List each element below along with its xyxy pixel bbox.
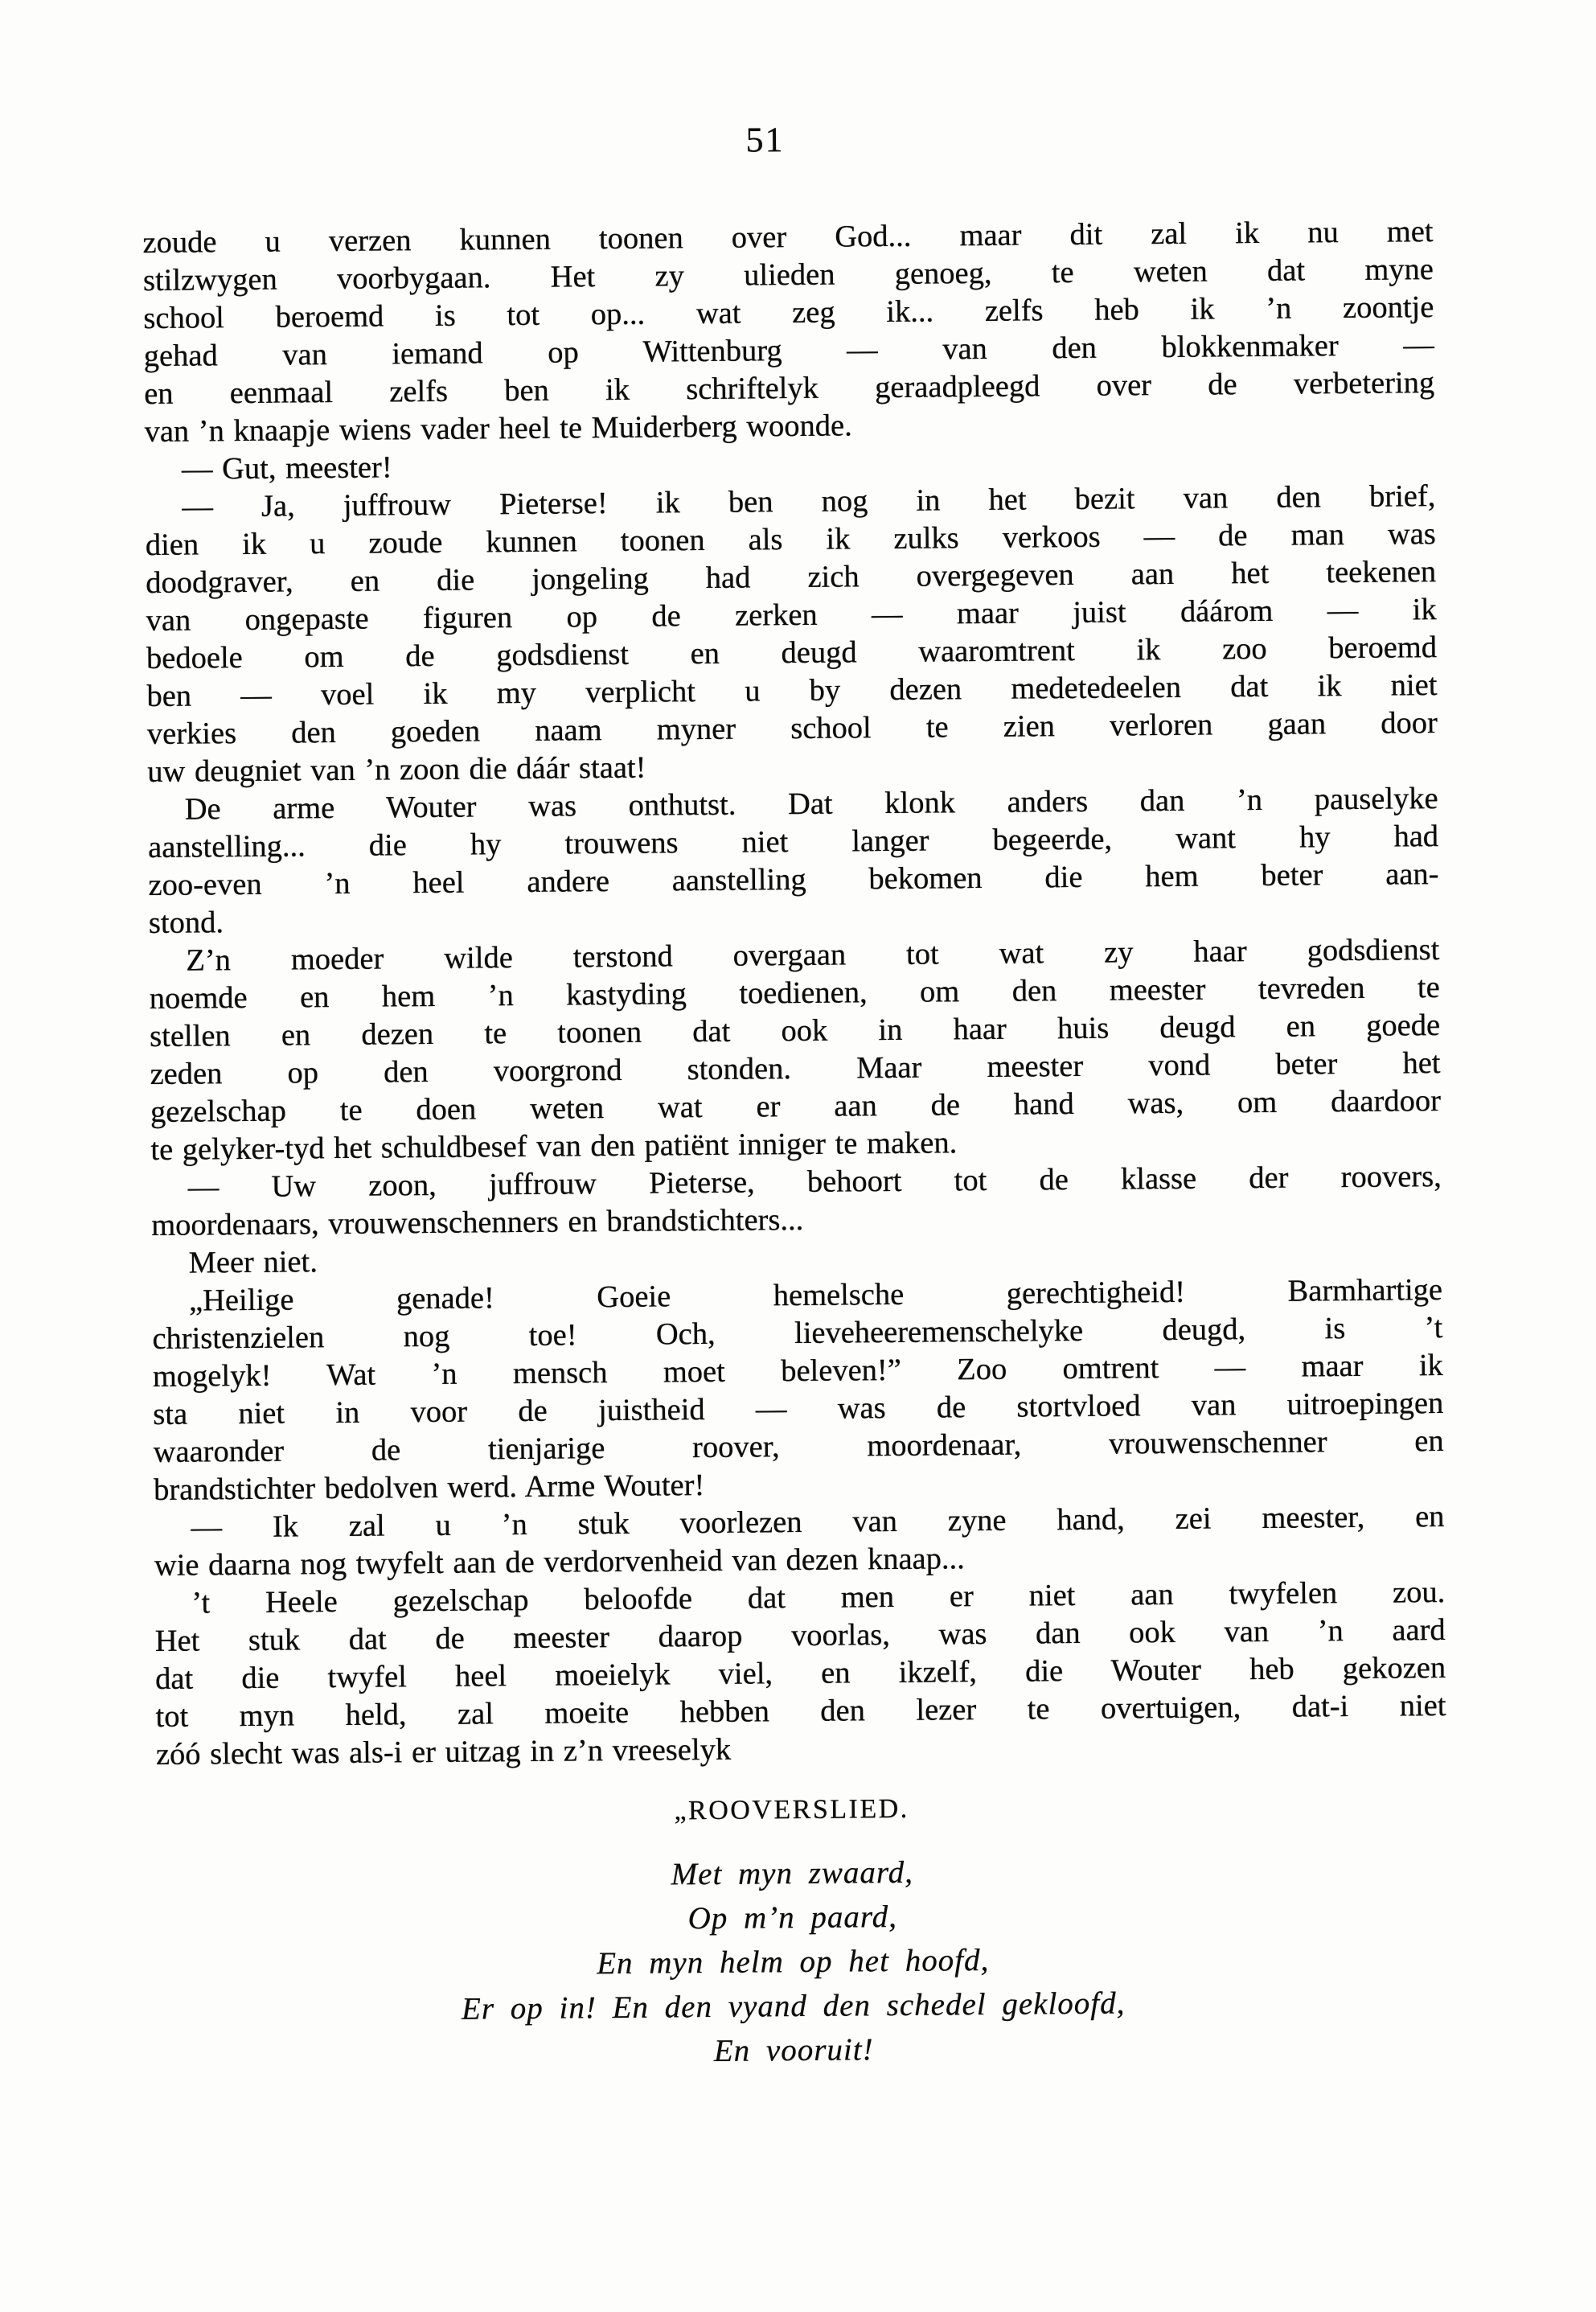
text-line: wie daarna nog twyfelt aan de verdorvenheid van dezen knaap... bbox=[154, 1542, 965, 1583]
text-line: — Ik zal u ’n stuk voorlezen van zyne hand, zei meester, en bbox=[191, 1500, 1445, 1545]
poem-heading: „ROOVERSLIED. bbox=[674, 1793, 909, 1826]
text-line: stellen en dezen te toonen dat ook in haar huis deugd en goede bbox=[149, 1008, 1441, 1054]
text-line: aanstelling... die hy trouwens niet langer begeerde, want hy had bbox=[147, 819, 1439, 865]
text-line: noemde en hem ’n kastyding toedienen, om den meester tevreden te bbox=[149, 971, 1440, 1016]
text-line: ’t Heele gezelschap beloofde dat men er niet aan twyfelen zou. bbox=[191, 1575, 1446, 1620]
text-line: gezelschap te doen weten wat er aan de hand was, om daardoor bbox=[150, 1084, 1442, 1130]
text-line: mogelyk! Wat ’n mensch moet beleven!” Zoo omtrent — maar ik bbox=[152, 1349, 1443, 1394]
poem-line: Op m’n paard, bbox=[687, 1899, 898, 1936]
text-line: van ’n knaapje wiens vader heel te Muiderberg woonde. bbox=[144, 409, 852, 450]
text-line: zoude u verzen kunnen toonen over God... maar dit zal ik nu met bbox=[142, 215, 1434, 261]
text-line: en eenmaal zelfs ben ik schriftelyk geraadpleegd over de verbetering bbox=[144, 366, 1435, 412]
text-line: stond. bbox=[148, 905, 224, 941]
text-line: ben — voel ik my verplicht u by dezen medetedeelen dat ik niet bbox=[146, 668, 1438, 714]
text-line: zoo-even ’n heel andere aanstelling bekomen die hem beter aan- bbox=[148, 857, 1439, 903]
text-line: — Ja, juffrouw Pieterse! ik ben nog in het bezit van den brief, bbox=[182, 479, 1436, 524]
text-line: De arme Wouter was onthutst. Dat klonk anders dan ’n pauselyke bbox=[184, 782, 1438, 827]
text-line: Z’n moeder wilde terstond overgaan tot wat zy haar godsdienst bbox=[186, 933, 1440, 978]
text-line: Het stuk dat de meester daarop voorlas, was dan ook van ’n aard bbox=[154, 1613, 1446, 1659]
poem-line: Met myn zwaard, bbox=[671, 1854, 914, 1892]
text-line: brandstichter bedolven werd. Arme Wouter! bbox=[153, 1468, 705, 1508]
text-line: zóó slecht was als-i er uitzag in z’n vreeselyk bbox=[155, 1732, 732, 1772]
text-line: tot myn held, zal moeite hebben den lezer te overtuigen, dat-i niet bbox=[155, 1689, 1446, 1735]
text-line: te gelyker-tyd het schuldbesef van den patiënt inniger te maken. bbox=[150, 1126, 958, 1168]
text-line: moordenaars, vrouwenschenners en brandstichters... bbox=[151, 1202, 804, 1243]
text-line: sta niet in voor de juistheid — was de stortvloed van uitroepingen bbox=[153, 1386, 1444, 1432]
text-line: zeden op den voorgrond stonden. Maar meester vond beter het bbox=[150, 1046, 1441, 1092]
text-line: — Uw zoon, juffrouw Pieterse, behoort tot de klasse der roovers, bbox=[187, 1160, 1442, 1205]
text-line: waaronder de tienjarige roover, moordenaar, vrouwenschenner en bbox=[153, 1424, 1444, 1470]
text-line: verkies den goeden naam myner school te zien verloren gaan door bbox=[146, 706, 1438, 752]
text-line: doodgraver, en die jongeling had zich overgegeven aan het teekenen bbox=[146, 555, 1437, 601]
text-line: bedoele om de godsdienst en deugd waaromtrent ik zoo beroemd bbox=[146, 630, 1438, 676]
text-line: gehad van iemand op Wittenburg — van den blokkenmaker — bbox=[143, 328, 1434, 374]
text-line: dat die twyfel heel moeielyk viel, en ikzelf, die Wouter heb gekozen bbox=[154, 1651, 1446, 1697]
text-line: uw deugniet van ’n zoon die dáár staat! bbox=[147, 750, 646, 790]
text-line: „Heilige genade! Goeie hemelsche gerechtigheid! Barmhartige bbox=[188, 1273, 1443, 1318]
text-line: dien ik u zoude kunnen toonen als ik zulks verkoos — de man was bbox=[145, 517, 1436, 563]
text-line: stilzwygen voorbygaan. Het zy ulieden genoeg, te weten dat myne bbox=[142, 253, 1434, 298]
poem-line: En myn helm op het hoofd, bbox=[597, 1942, 990, 1981]
text-line: — Gut, meester! bbox=[181, 450, 392, 487]
text-line: christenzielen nog toe! Och, lieveheeremenschelyke deugd, is ’t bbox=[152, 1311, 1443, 1357]
poem-verse bbox=[8, 1845, 1578, 2080]
poem-line: Er op in! En den vyand den schedel gekloofd, bbox=[461, 1986, 1126, 2027]
text-line: van ongepaste figuren op de zerken — maar juist dáárom — ik bbox=[146, 593, 1437, 639]
body-text bbox=[142, 213, 1446, 1774]
text-line: school beroemd is tot op... wat zeg ik... zelfs heb ik ’n zoontje bbox=[143, 290, 1434, 336]
text-line: Meer niet. bbox=[188, 1245, 318, 1280]
page-number: 51 bbox=[745, 120, 785, 160]
poem-line: En vooruit! bbox=[713, 2032, 874, 2068]
